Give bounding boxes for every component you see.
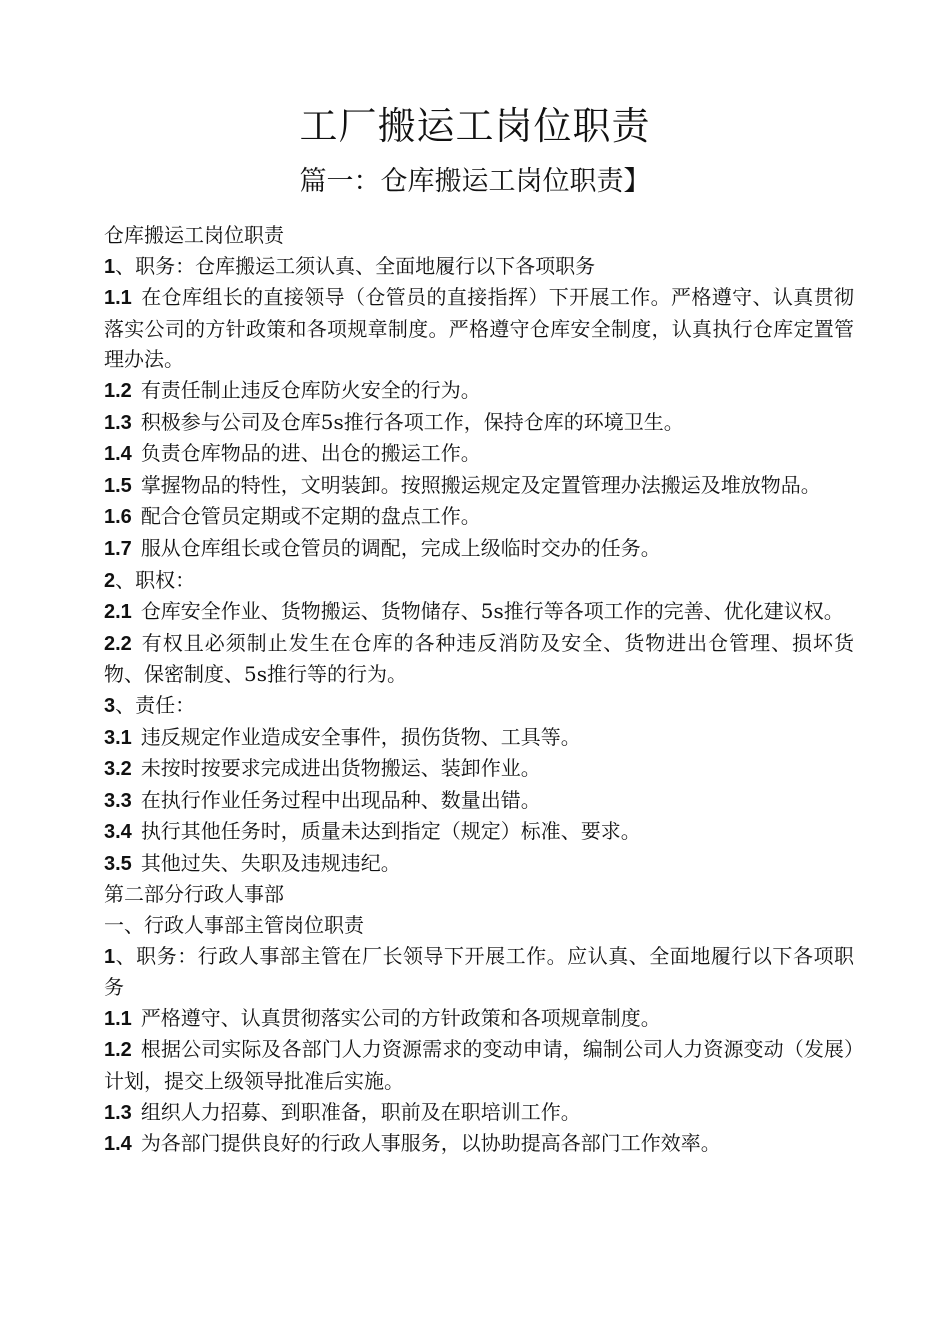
paragraph xyxy=(104,533,854,565)
paragraph-text: 掌握物品的特性，文明装卸。按照搬运规定及定置管理办法搬运及堆放物品。 xyxy=(140,472,821,497)
document-body xyxy=(104,220,854,1160)
paragraph xyxy=(104,848,854,880)
paragraph-text: 组织人力招募、到职准备，职前及在职培训工作。 xyxy=(140,1099,581,1124)
paragraph-text: 积极参与公司及仓库5s推行各项工作，保持仓库的环境卫生。 xyxy=(140,409,684,434)
section-number: 1.4 xyxy=(104,443,132,466)
document-title: 工厂搬运工岗位职责 xyxy=(299,104,651,148)
section-number: 1.6 xyxy=(104,506,132,529)
paragraph xyxy=(104,1097,854,1129)
paragraph-text: 仓库搬运工岗位职责 xyxy=(104,223,284,247)
paragraph-text: 严格遵守、认真贯彻落实公司的方针政策和各项规章制度。 xyxy=(140,1005,661,1030)
paragraph xyxy=(104,251,854,283)
section-number: 1 xyxy=(104,945,116,968)
section-number: 3.4 xyxy=(104,821,132,844)
paragraph xyxy=(104,375,854,407)
paragraph-text: 配合仓管员定期或不定期的盘点工作。 xyxy=(140,504,481,529)
paragraph xyxy=(104,1034,854,1096)
paragraph xyxy=(104,501,854,533)
paragraph xyxy=(104,407,854,439)
section-number: 1.4 xyxy=(104,1133,132,1156)
section-number: 1.1 xyxy=(104,287,132,310)
paragraph xyxy=(104,1003,854,1035)
section-number: 1.7 xyxy=(104,537,132,560)
paragraph-text: 、职权： xyxy=(115,567,196,592)
section-number: 3.5 xyxy=(104,852,132,875)
section-number: 1.3 xyxy=(104,411,132,434)
paragraph xyxy=(104,910,854,941)
paragraph-text: 有权且必须制止发生在仓库的各种违反消防及安全、货物进出仓管理、损坏货物、保密制度、5s推行等的行为。 xyxy=(104,630,854,687)
paragraph-text: 负责仓库物品的进、出仓的搬运工作。 xyxy=(140,441,481,466)
paragraph-text: 一、行政人事部主管岗位职责 xyxy=(104,913,364,938)
paragraph xyxy=(104,816,854,848)
paragraph-text: 为各部门提供良好的行政人事服务，以协助提高各部门工作效率。 xyxy=(140,1131,721,1156)
paragraph-text: 、责任： xyxy=(115,692,196,717)
paragraph-text: 违反规定作业造成安全事件，损伤货物、工具等。 xyxy=(140,724,581,749)
paragraph xyxy=(104,722,854,754)
section-number: 1.2 xyxy=(104,379,132,402)
document-subtitle: 篇一：仓库搬运工岗位职责】 xyxy=(299,166,651,197)
paragraph-text: 有责任制止违反仓库防火安全的行为。 xyxy=(140,377,481,402)
paragraph-text: 服从仓库组长或仓管员的调配，完成上级临时交办的任务。 xyxy=(140,535,661,560)
section-number: 1.3 xyxy=(104,1101,132,1124)
section-number: 3.1 xyxy=(104,726,132,749)
paragraph-text: 根据公司实际及各部门人力资源需求的变动申请，编制公司人力资源变动（发展）计划，提交上级领导批准后实施。 xyxy=(104,1037,854,1094)
paragraph xyxy=(104,438,854,470)
section-number: 3.2 xyxy=(104,758,132,781)
paragraph xyxy=(104,879,854,910)
section-number: 2 xyxy=(104,569,116,592)
paragraph-text: 第二部分行政人事部 xyxy=(104,882,284,907)
paragraph xyxy=(104,596,854,628)
paragraph xyxy=(104,941,854,1003)
section-number: 1.2 xyxy=(104,1039,132,1062)
paragraph-text: 执行其他任务时，质量未达到指定（规定）标准、要求。 xyxy=(140,819,641,844)
section-number: 2.1 xyxy=(104,601,132,624)
paragraph-text: 在执行作业任务过程中出现品种、数量出错。 xyxy=(140,787,541,812)
paragraph-text: 、职务：行政人事部主管在厂长领导下开展工作。应认真、全面地履行以下各项职务 xyxy=(104,943,854,1000)
paragraph-text: 未按时按要求完成进出货物搬运、装卸作业。 xyxy=(140,756,541,781)
section-number: 1.1 xyxy=(104,1007,132,1030)
paragraph xyxy=(104,785,854,817)
section-number: 1 xyxy=(104,255,116,278)
paragraph-text: 仓库安全作业、货物搬运、货物储存、5s推行等各项工作的完善、优化建议权。 xyxy=(140,599,844,624)
section-number: 3 xyxy=(104,694,116,717)
section-number: 1.5 xyxy=(104,474,132,497)
paragraph xyxy=(104,282,854,375)
paragraph-text: 其他过失、失职及违规违纪。 xyxy=(140,850,401,875)
paragraph-text: 、职务：仓库搬运工须认真、全面地履行以下各项职务 xyxy=(115,253,596,278)
paragraph-text: 在仓库组长的直接领导（仓管员的直接指挥）下开展工作。严格遵守、认真贯彻落实公司的方针政策和各项规章制度。严格遵守仓库安全制度，认真执行仓库定置管理办法。 xyxy=(104,285,854,372)
paragraph xyxy=(104,470,854,502)
section-number: 3.3 xyxy=(104,789,132,812)
paragraph xyxy=(104,628,854,690)
paragraph xyxy=(104,690,854,722)
paragraph xyxy=(104,1128,854,1160)
section-number: 2.2 xyxy=(104,632,132,655)
paragraph xyxy=(104,753,854,785)
paragraph xyxy=(104,565,854,597)
paragraph xyxy=(104,220,854,251)
